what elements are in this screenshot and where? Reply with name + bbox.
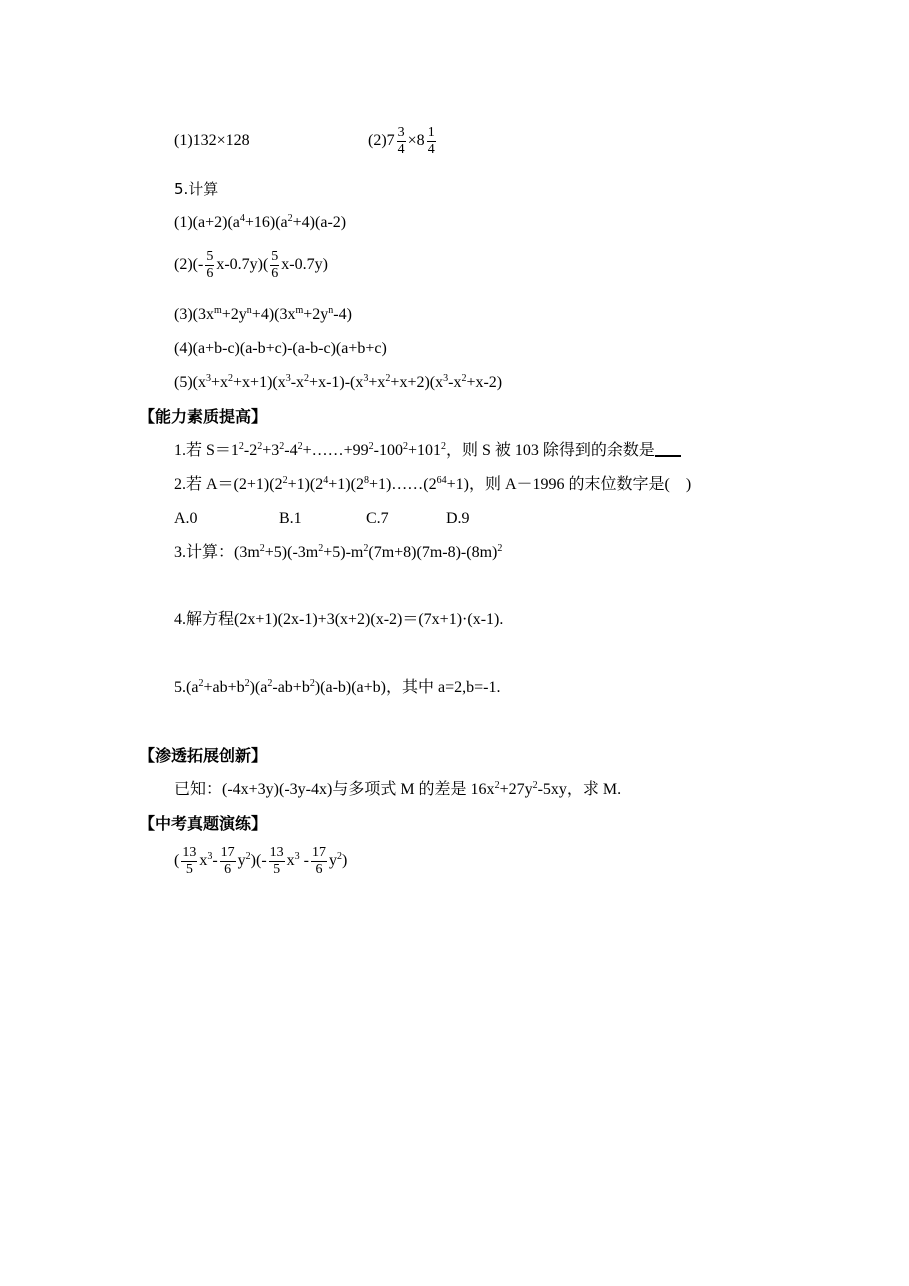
answer-blank	[655, 441, 681, 457]
option-b: B.1	[279, 510, 302, 527]
fraction: $\frac{3}{4}$	[397, 125, 405, 157]
fraction: $\frac{17}{6}$	[311, 845, 326, 877]
section-heading-exam: 【中考真题演练】	[139, 814, 268, 833]
ability-problem-4: 4.解方程(2x+1)(2x-1)+3(x+2)(x-2)＝(7x+1)·(x-1).	[174, 611, 504, 628]
fraction: $\frac{5}{6}$	[271, 249, 279, 281]
item-1-expression: (1)132×128	[174, 132, 250, 149]
ability-problem-3: 3.计算：$(3m^2+5)(-3m^2+5)-m^2(7m+8)(7m-8)-(8m)^2$	[174, 543, 503, 561]
q5-expression-4: (4)(a+b-c)(a-b+c)-(a-b-c)(a+b+c)	[174, 340, 387, 357]
q5-title: 5.计算	[174, 180, 219, 198]
q5-expression-3: $(3)(3x^m+2y^n+4)(3x^m+2y^n-4)$	[174, 305, 352, 323]
fraction: $\frac{5}{6}$	[206, 249, 214, 281]
q5-expression-5: $(5)(x^3+x^2+x+1)(x^3-x^2+x-1)-(x^3+x^2+x+2)(x^3-x^2+x-2)$	[174, 373, 503, 391]
option-c: C.7	[366, 510, 389, 527]
fraction: $\frac{1}{4}$	[427, 125, 435, 157]
option-a: A.0	[174, 510, 198, 527]
fraction: $\frac{17}{6}$	[220, 845, 235, 877]
ability-problem-1: 1.若 $S=1^2-2^2+3^2-4^2+\dots\dots+99^2-100^2+101^2$，则 S 被 103 除得到的余数是	[174, 441, 681, 461]
option-d: D.9	[446, 510, 470, 527]
exam-expression: ( $\frac{13}{5}$ $x^3-$ $\frac{17}{6}$ $y^2)(-$ $\frac{13}{5}$ $x^3$ - $\frac{17}{6}$ $y^2$)	[174, 845, 348, 877]
q5-expression-1: $(1)(a+2)(a^4+16)(a^2+4)(a-2)$	[174, 213, 347, 231]
extend-problem: 已知：(-4x+3y)(-3y-4x)与多项式 M 的差是 $16x^2+27y^2-5xy$，求 M.	[174, 780, 622, 798]
fraction: $\frac{13}{5}$	[269, 845, 284, 877]
ability-problem-2: 2.若 $A=(2+1)(2^2+1)(2^4+1)(2^8+1)\dots\dots(2^{64}+1)$，则 A－1996 的末位数字是( )	[174, 475, 692, 493]
fraction: $\frac{13}{5}$	[182, 845, 197, 877]
item-2-expression: (2)7 $\frac{3}{4}$ ×8 $\frac{1}{4}$	[368, 125, 435, 157]
q5-expression-2: (2)(- $\frac{5}{6}$ x-0.7y)( $\frac{5}{6}$ x-0.7y)	[174, 249, 328, 281]
section-heading-ability: 【能力素质提高】	[139, 407, 268, 426]
section-heading-extend: 【渗透拓展创新】	[139, 746, 268, 765]
ability-problem-5: $5.(a^2+ab+b^2)(a^2-ab+b^2)(a-b)(a+b)$，其中 a=2,b=-1.	[174, 678, 501, 696]
